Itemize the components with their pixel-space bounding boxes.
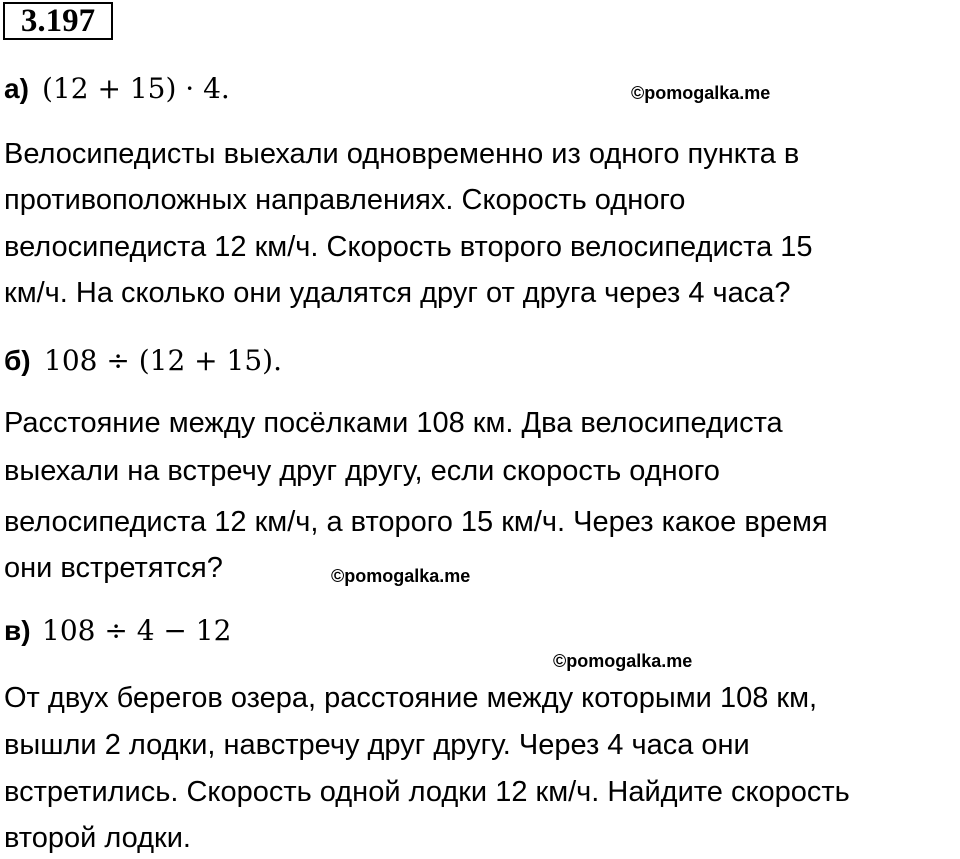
part-c-text-line-3: встретились. Скорость одной лодки 12 км/ч. Найдите скорость	[4, 776, 850, 808]
part-b-text-line-3: велосипедиста 12 км/ч, а второго 15 км/ч. Через какое время	[4, 506, 828, 538]
watermark-1: ©pomogalka.me	[631, 83, 771, 103]
part-a-text-line-3: велосипедиста 12 км/ч. Скорость второго велосипедиста 15	[4, 231, 813, 263]
part-b-text-line-1: Расстояние между посёлками 108 км. Два велосипедиста	[4, 407, 783, 439]
part-a-text-line-1: Велосипедисты выехали одновременно из одного пункта в	[4, 138, 800, 170]
part-a-text-line-4: км/ч. На сколько они удалятся друг от друга через 4 часа?	[4, 277, 791, 309]
part-c-text-line-4: второй лодки.	[4, 822, 191, 854]
watermark-3: ©pomogalka.me	[553, 651, 693, 671]
watermark-2: ©pomogalka.me	[331, 566, 471, 586]
part-a-label: а)	[4, 73, 29, 104]
part-a-expression: (12 + 15) · 4.	[42, 72, 230, 105]
part-b-text-line-4: они встретятся?	[4, 552, 223, 584]
part-b-expression: 108 ÷ (12 + 15).	[44, 344, 282, 377]
part-a-text-line-2: противоположных направлениях. Скорость одного	[4, 184, 686, 216]
part-b-label: б)	[4, 345, 31, 376]
part-c-text-line-2: вышли 2 лодки, навстречу друг другу. Через 4 часа они	[4, 729, 750, 761]
part-c-expression: 108 ÷ 4 − 12	[42, 614, 232, 647]
part-c-label: в)	[4, 615, 31, 646]
part-c-text-line-1: От двух берегов озера, расстояние между которыми 108 км,	[4, 682, 818, 714]
part-b-text-line-2: выехали на встречу друг другу, если скорость одного	[4, 455, 720, 487]
problem-number: 3.197	[3, 2, 113, 40]
